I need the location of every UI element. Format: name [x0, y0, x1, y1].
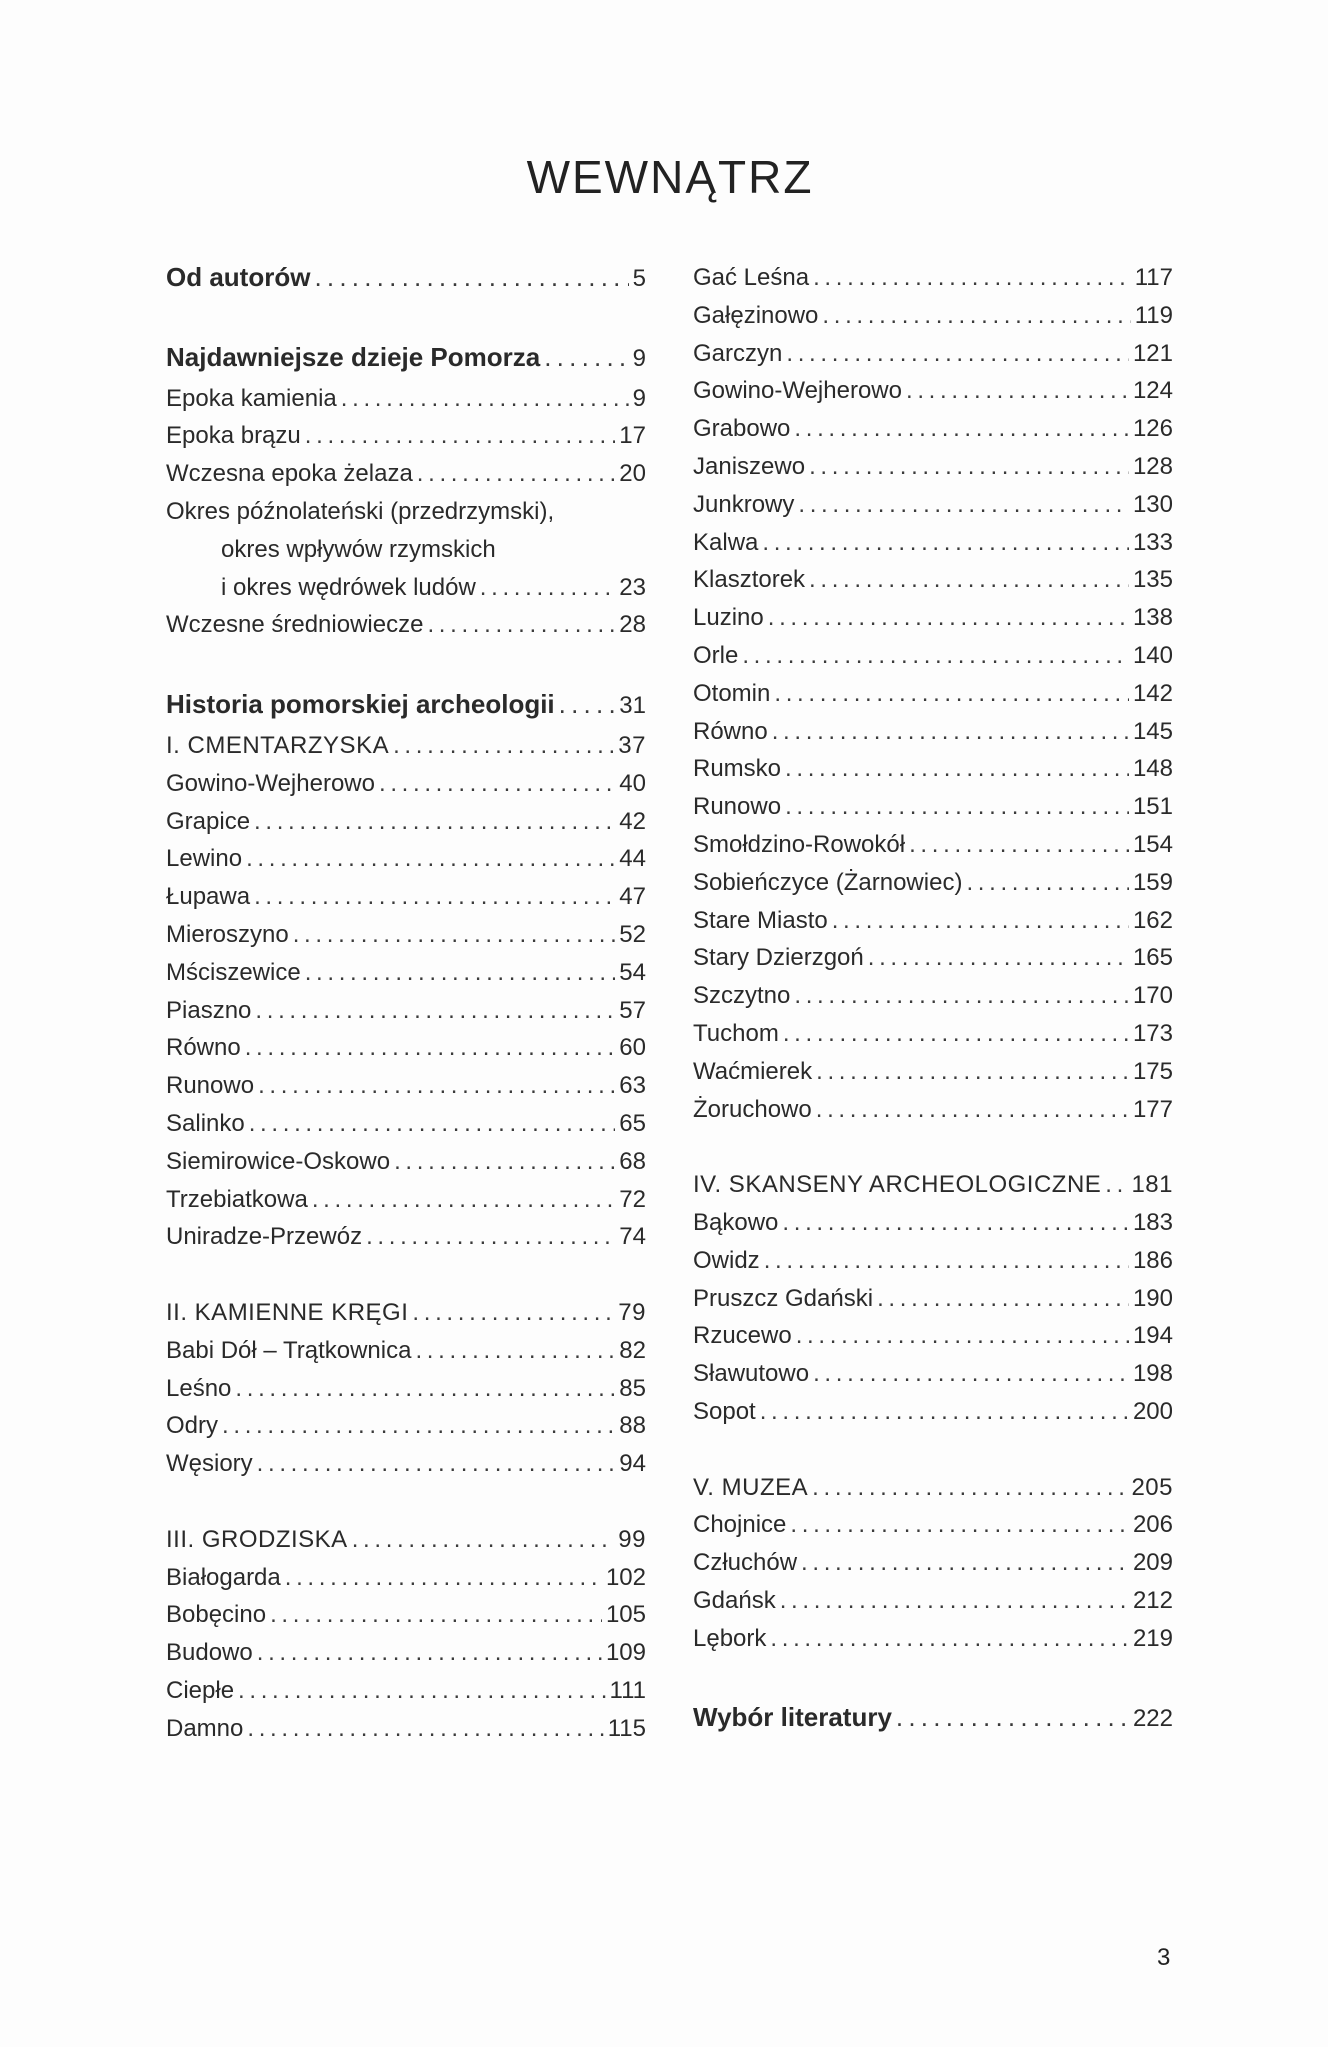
toc-entry-label: i okres wędrówek ludów	[221, 573, 476, 601]
toc-page-number: 5	[632, 265, 646, 292]
toc-entry	[166, 1218, 646, 1256]
toc-entry	[166, 992, 646, 1030]
dot-leader	[314, 259, 628, 297]
toc-page-number: 209	[1132, 1549, 1173, 1577]
dot-leader	[801, 1544, 1129, 1582]
toc-page-number: 20	[619, 460, 646, 488]
toc-entry	[693, 1242, 1173, 1280]
dot-leader	[245, 1029, 616, 1067]
dot-leader	[249, 1105, 616, 1143]
toc-entry	[693, 826, 1173, 864]
dot-leader	[780, 1582, 1129, 1620]
toc-spacer	[166, 297, 646, 335]
dot-leader	[832, 902, 1129, 940]
dot-leader	[816, 1053, 1129, 1091]
toc-page-number: 133	[1132, 528, 1173, 556]
toc-page-number: 94	[619, 1450, 646, 1478]
toc-entry	[693, 713, 1173, 751]
toc-entry-label: Smołdzino-Rowokół	[693, 830, 906, 858]
toc-entry	[693, 637, 1173, 675]
toc-entry-label: Lewino	[166, 845, 243, 873]
toc-page-number: 165	[1132, 944, 1173, 972]
toc-entry	[693, 1280, 1173, 1318]
toc-entry	[693, 335, 1173, 373]
toc-entry-label: Rzucewo	[693, 1322, 792, 1350]
toc-entry-label: Salinko	[166, 1109, 245, 1137]
dot-leader	[257, 1634, 602, 1672]
toc-entry-label: Leśno	[166, 1374, 232, 1402]
dot-leader	[816, 1091, 1129, 1129]
toc-entry-label: IV. SKANSENY ARCHEOLOGICZNE	[693, 1171, 1102, 1199]
toc-page-number: 79	[618, 1298, 646, 1326]
toc-entry	[166, 1559, 646, 1597]
toc-entry	[693, 486, 1173, 524]
dot-leader	[366, 1218, 615, 1256]
toc-page-number: 54	[619, 958, 646, 986]
toc-spacer	[693, 1128, 1173, 1166]
toc-entry	[166, 455, 646, 493]
toc-page-number: 159	[1132, 868, 1173, 896]
toc-page-number: 135	[1132, 566, 1173, 594]
toc-entry	[166, 1332, 646, 1370]
toc-entry-label: Orle	[693, 641, 739, 669]
dot-leader	[768, 599, 1129, 637]
page-title: WEWNĄTRZ	[526, 151, 814, 203]
toc-page-number: 162	[1132, 906, 1173, 934]
toc-entry	[166, 916, 646, 954]
toc-entry-label: Kalwa	[693, 528, 759, 556]
toc-page-number: 198	[1132, 1360, 1173, 1388]
toc-spacer	[693, 1657, 1173, 1695]
dot-leader	[794, 977, 1129, 1015]
toc-entry-label: Siemirowice-Oskowo	[166, 1147, 391, 1175]
toc-entry	[166, 1634, 646, 1672]
toc-page-number: 181	[1131, 1171, 1173, 1199]
toc-page-number: 23	[619, 573, 646, 601]
toc-entry	[166, 878, 646, 916]
toc-entry-label: Klasztorek	[693, 566, 806, 594]
toc-page-number: 111	[609, 1676, 646, 1704]
dot-leader	[285, 1559, 602, 1597]
toc-entry	[166, 1067, 646, 1105]
toc-entry-label: Uniradze-Przewóz	[166, 1223, 363, 1251]
toc-page-number: 212	[1132, 1586, 1173, 1614]
toc-entry	[693, 297, 1173, 335]
dot-leader	[222, 1407, 615, 1445]
toc-entry	[693, 259, 1173, 297]
toc-entry	[693, 1091, 1173, 1129]
toc-entry-label: Budowo	[166, 1639, 253, 1667]
dot-leader	[785, 750, 1129, 788]
toc-page-number: 194	[1132, 1322, 1173, 1350]
dot-leader	[235, 1370, 615, 1408]
toc-entry-label: Odry	[166, 1412, 219, 1440]
dot-leader	[1105, 1166, 1127, 1204]
dot-leader	[813, 1355, 1129, 1393]
dot-leader	[809, 448, 1129, 486]
dot-leader	[764, 1242, 1129, 1280]
toc-entry-label: Piaszno	[166, 996, 252, 1024]
toc-right-column	[693, 259, 1173, 1740]
dot-leader	[270, 1596, 602, 1634]
dot-leader	[762, 524, 1129, 562]
toc-page-number: 31	[619, 691, 646, 719]
dot-leader	[790, 1506, 1129, 1544]
dot-leader	[906, 372, 1129, 410]
page-number: 3	[1157, 1944, 1171, 1971]
toc-heading	[693, 1695, 1173, 1740]
toc-page-number: 42	[619, 807, 646, 835]
dot-leader	[247, 1710, 603, 1748]
toc-page-number: 148	[1132, 755, 1173, 783]
toc-page-number: 88	[619, 1412, 646, 1440]
toc-page-number: 126	[1132, 415, 1173, 443]
toc-page-number: 63	[619, 1072, 646, 1100]
toc-page-number: 37	[618, 731, 646, 759]
toc-page-number: 17	[619, 422, 646, 450]
toc-entry	[693, 561, 1173, 599]
toc-left-column	[166, 259, 646, 1747]
toc-page-number: 44	[619, 845, 646, 873]
toc-entry	[693, 902, 1173, 940]
toc-entry	[693, 750, 1173, 788]
toc-entry-label: Rumsko	[693, 755, 782, 783]
toc-entry-label: Gałęzinowo	[693, 301, 819, 329]
toc-page-number: 99	[618, 1525, 646, 1553]
toc-entry	[166, 380, 646, 418]
toc-entry	[166, 1029, 646, 1067]
toc-entry-label: Najdawniejsze dzieje Pomorza	[166, 341, 541, 372]
toc-entry	[693, 448, 1173, 486]
dot-leader	[341, 380, 629, 418]
toc-entry	[166, 569, 646, 607]
toc-entry-label: Białogarda	[166, 1563, 281, 1591]
toc-entry-label: Mieroszyno	[166, 920, 289, 948]
toc-entry	[693, 599, 1173, 637]
toc-entry	[166, 1596, 646, 1634]
toc-entry	[166, 1370, 646, 1408]
toc-entry-label: Trzebiatkowa	[166, 1185, 308, 1213]
toc-entry-label: Człuchów	[693, 1549, 798, 1577]
toc-heading	[166, 259, 646, 297]
dot-leader	[772, 713, 1129, 751]
toc-entry	[166, 1445, 646, 1483]
toc-entry-label: Łupawa	[166, 883, 251, 911]
toc-page-number: 200	[1132, 1397, 1173, 1425]
toc-entry	[166, 606, 646, 644]
toc-entry-label: Stary Dzierzgoń	[693, 944, 864, 972]
toc-page-number: 65	[619, 1109, 646, 1137]
dot-leader	[966, 864, 1129, 902]
dot-leader	[798, 486, 1129, 524]
toc-entry-label: V. MUZEA	[693, 1473, 809, 1501]
toc-entry-label: Garczyn	[693, 339, 783, 367]
toc-entry	[693, 1204, 1173, 1242]
toc-entry	[166, 1181, 646, 1219]
toc-page-number: 190	[1132, 1284, 1173, 1312]
dot-leader	[868, 939, 1129, 977]
dot-leader	[786, 335, 1129, 373]
dot-leader	[305, 417, 616, 455]
toc-entry	[166, 493, 646, 531]
dot-leader	[794, 410, 1129, 448]
dot-leader	[877, 1280, 1129, 1318]
toc-entry-label: Ciepłe	[166, 1676, 235, 1704]
toc-entry-label: Żoruchowo	[693, 1095, 812, 1123]
toc-page-number: 219	[1132, 1624, 1173, 1652]
dot-leader	[379, 765, 615, 803]
toc-entry-label: Owidz	[693, 1246, 760, 1274]
toc-entry-label: III. GRODZISKA	[166, 1525, 348, 1553]
toc-entry	[693, 1015, 1173, 1053]
toc-entry	[693, 977, 1173, 1015]
toc-entry-label: Bobęcino	[166, 1601, 267, 1629]
toc-page-number: 72	[619, 1185, 646, 1213]
toc-entry-label: Pruszcz Gdański	[693, 1284, 874, 1312]
toc-entry-label: Sławutowo	[693, 1360, 810, 1388]
toc-entry-label: Sopot	[693, 1397, 756, 1425]
dot-leader	[813, 259, 1131, 297]
toc-entry-label: Otomin	[693, 679, 771, 707]
toc-page-number: 9	[632, 384, 646, 412]
toc-entry	[693, 1544, 1173, 1582]
dot-leader	[544, 335, 628, 380]
toc-entry-label: Równo	[693, 717, 768, 745]
toc-entry-label: Stare Miasto	[693, 906, 828, 934]
toc-page-number: 170	[1132, 982, 1173, 1010]
toc-page-number: 121	[1132, 339, 1173, 367]
toc-entry	[693, 1582, 1173, 1620]
dot-leader	[246, 840, 615, 878]
toc-entry-label: Węsiory	[166, 1450, 253, 1478]
dot-leader	[909, 826, 1129, 864]
toc-entry	[693, 788, 1173, 826]
toc-page-number: 205	[1131, 1473, 1173, 1501]
toc-entry-label: Epoka kamienia	[166, 384, 337, 412]
toc-entry	[166, 1143, 646, 1181]
toc-spacer	[166, 644, 646, 682]
dot-leader	[305, 954, 616, 992]
toc-entry-label: Równo	[166, 1034, 241, 1062]
toc-page-number: 109	[605, 1639, 646, 1667]
dot-leader	[238, 1672, 605, 1710]
toc-page-number: 128	[1132, 452, 1173, 480]
dot-leader	[796, 1317, 1129, 1355]
dot-leader	[412, 1294, 614, 1332]
toc-page-number: 60	[619, 1034, 646, 1062]
toc-entry-label: Gowino-Wejherowo	[166, 769, 375, 797]
toc-page-number: 119	[1134, 301, 1173, 329]
toc-entry-label: Junkrowy	[693, 490, 795, 518]
dot-leader	[896, 1695, 1129, 1740]
toc-page-number: 68	[619, 1147, 646, 1175]
toc-entry	[166, 1407, 646, 1445]
toc-page-number: 28	[619, 611, 646, 639]
dot-leader	[394, 1143, 615, 1181]
dot-leader	[427, 606, 615, 644]
toc-page-number: 177	[1132, 1095, 1173, 1123]
dot-leader	[417, 455, 616, 493]
toc-page-number: 142	[1132, 679, 1173, 707]
toc-entry-label: Wczesna epoka żelaza	[166, 460, 413, 488]
toc-entry-label: Damno	[166, 1714, 244, 1742]
toc-page-number: 151	[1132, 793, 1173, 821]
dot-leader	[559, 682, 616, 727]
toc-page-number: 105	[605, 1601, 646, 1629]
dot-leader	[255, 992, 615, 1030]
toc-section	[693, 1166, 1173, 1204]
toc-entry	[693, 1053, 1173, 1091]
toc-entry-label: Szczytno	[693, 982, 791, 1010]
toc-section	[166, 727, 646, 765]
toc-page-number: 57	[619, 996, 646, 1024]
toc-page-number: 145	[1132, 717, 1173, 745]
toc-page-number: 74	[619, 1223, 646, 1251]
toc-page-number: 183	[1132, 1208, 1173, 1236]
toc-entry-label: Bąkowo	[693, 1208, 779, 1236]
toc-entry-label: Luzino	[693, 604, 764, 632]
toc-entry-label: Lębork	[693, 1624, 767, 1652]
toc-entry	[693, 1355, 1173, 1393]
toc-spacer	[166, 1256, 646, 1294]
toc-entry	[693, 372, 1173, 410]
toc-entry	[693, 410, 1173, 448]
toc-page-number: 9	[632, 344, 646, 372]
toc-entry	[693, 1317, 1173, 1355]
toc-entry	[166, 1105, 646, 1143]
toc-page-number: 82	[619, 1336, 646, 1364]
toc-entry	[693, 524, 1173, 562]
dot-leader	[393, 727, 614, 765]
toc-entry-label: Runowo	[693, 793, 782, 821]
toc-entry	[166, 417, 646, 455]
toc-page-number: 124	[1132, 377, 1173, 405]
toc-entry-label: Historia pomorskiej archeologii	[166, 688, 555, 719]
toc-section	[693, 1469, 1173, 1507]
dot-leader	[783, 1015, 1129, 1053]
dot-leader	[742, 637, 1129, 675]
toc-entry-label: Grabowo	[693, 415, 791, 443]
toc-entry-label: Od autorów	[166, 262, 311, 292]
toc-page-number: 206	[1132, 1511, 1173, 1539]
toc-entry-label: Babi Dół – Trątkownica	[166, 1336, 412, 1364]
toc-page-number: 115	[607, 1714, 646, 1742]
toc-page-number: 173	[1132, 1019, 1173, 1047]
toc-entry-label: Wczesne średniowiecze	[166, 611, 424, 639]
toc-entry-label: Sobieńczyce (Żarnowiec)	[693, 868, 963, 896]
dot-leader	[352, 1521, 615, 1559]
toc-entry	[166, 954, 646, 992]
toc-entry	[166, 765, 646, 803]
dot-leader	[760, 1393, 1129, 1431]
dot-leader	[812, 1469, 1127, 1507]
toc-entry-label: Waćmierek	[693, 1057, 813, 1085]
toc-entry	[693, 1506, 1173, 1544]
toc-entry-label: Wybór literatury	[693, 1702, 892, 1733]
toc-page-number: 52	[619, 920, 646, 948]
dot-leader	[415, 1332, 615, 1370]
toc-entry-label: Mściszewice	[166, 958, 301, 986]
dot-leader	[822, 297, 1130, 335]
toc-page-number: 130	[1132, 490, 1173, 518]
toc-page-number: 154	[1132, 830, 1173, 858]
toc-entry	[693, 1393, 1173, 1431]
toc-entry-label: okres wpływów rzymskich	[221, 535, 496, 563]
dot-leader	[312, 1181, 615, 1219]
toc-entry	[693, 1620, 1173, 1658]
toc-entry	[166, 1710, 646, 1748]
toc-entry-label: Runowo	[166, 1072, 255, 1100]
toc-entry-label: Epoka brązu	[166, 422, 301, 450]
toc-section	[166, 1521, 646, 1559]
toc-page-number: 138	[1132, 604, 1173, 632]
toc-page-number: 47	[619, 883, 646, 911]
dot-leader	[809, 561, 1129, 599]
toc-heading	[166, 335, 646, 380]
toc-entry-label: Okres późnolateński (przedrzymski),	[166, 497, 555, 525]
toc-entry-label: Gowino-Wejherowo	[693, 377, 902, 405]
toc-entry	[166, 840, 646, 878]
toc-entry-label: I. CMENTARZYSKA	[166, 731, 390, 759]
dot-leader	[254, 803, 615, 841]
toc-spacer	[166, 1483, 646, 1521]
toc-entry-label: Tuchom	[693, 1019, 779, 1047]
toc-entry-label: Gać Leśna	[693, 264, 810, 291]
dot-leader	[257, 1445, 616, 1483]
toc-page-number: 40	[619, 769, 646, 797]
dot-leader	[774, 675, 1129, 713]
dot-leader	[293, 916, 616, 954]
toc-page-number: 186	[1132, 1246, 1173, 1274]
toc-page-number: 85	[619, 1374, 646, 1402]
toc-entry-label: II. KAMIENNE KRĘGI	[166, 1298, 409, 1326]
dot-leader	[480, 569, 616, 607]
dot-leader	[785, 788, 1129, 826]
toc-page-number: 175	[1132, 1057, 1173, 1085]
toc-entry	[693, 939, 1173, 977]
toc-entry-label: Grapice	[166, 807, 251, 835]
toc-entry	[693, 675, 1173, 713]
toc-entry	[166, 803, 646, 841]
toc-heading	[166, 682, 646, 727]
toc-page-number: 222	[1132, 1705, 1173, 1733]
toc-spacer	[693, 1431, 1173, 1469]
toc-page-number: 140	[1132, 641, 1173, 669]
toc-entry-label: Chojnice	[693, 1511, 787, 1539]
dot-leader	[254, 878, 615, 916]
toc-entry-label: Janiszewo	[693, 452, 806, 480]
toc-entry	[166, 1672, 646, 1710]
dot-leader	[258, 1067, 615, 1105]
toc-entry-label: Gdańsk	[693, 1586, 776, 1614]
toc-page-number: 117	[1134, 264, 1173, 291]
toc-page-number: 102	[605, 1563, 646, 1591]
dot-leader	[770, 1620, 1129, 1658]
toc-entry	[693, 864, 1173, 902]
toc-entry	[166, 531, 646, 569]
dot-leader	[782, 1204, 1129, 1242]
toc-section	[166, 1294, 646, 1332]
